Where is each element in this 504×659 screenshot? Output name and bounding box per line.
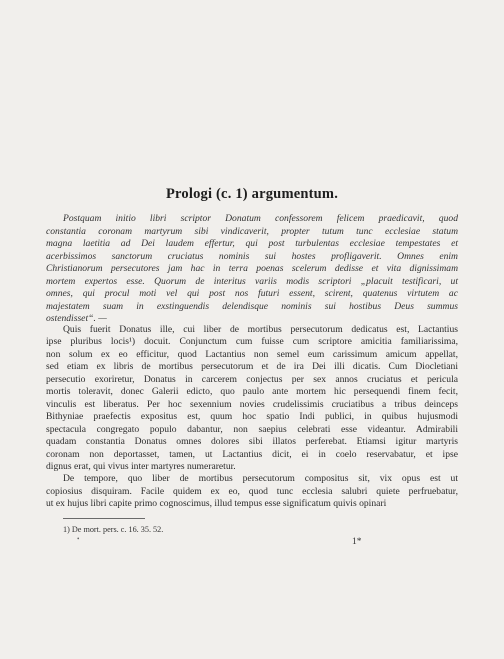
footnote: 1) De mort. pers. c. 16. 35. 52. (63, 525, 164, 534)
text-line: persecutio exoriretur, Donatus in carcerem conjectus per sex annos cruciatus et pericula (46, 373, 458, 385)
text-line: constantia coronam martyrum sibi vindicaverit, propter tutum tunc ecclesiae statum (46, 225, 458, 237)
footnote-rule (63, 518, 145, 519)
text-line: ostendisset“. — (46, 313, 107, 325)
text-line: mortis toleravit, donec Galerii edicto, quo paulo ante mortem hic persequendi finem fecit, (46, 386, 458, 398)
stray-mark: • (77, 535, 80, 543)
text-line: acerbissimos sanctorum cruciatus nominis sui hostes profligaverit. Omnes enim (46, 250, 458, 262)
text-line: majestatem suam in exstinguendis delendisque nominis sui hostibus Deus summus (46, 300, 458, 312)
text-line: Bithyniae praefectis expositus est, quum hoc spatio Indi publici, in quibus hujusmodi (46, 411, 458, 423)
text-line: copiosius disquiram. Facile quidem ex eo, quod tunc ecclesia salubri quiete perfruebatur, (46, 485, 458, 497)
text-line: omnes, qui procul moti vel qui post nos futuri essent, scirent, quatenus virtutem ac (46, 288, 458, 300)
text-line: mortem expertos esse. Quorum de interitus variis modis scriptori „placuit testificari, ut (46, 275, 458, 287)
text-line: spectacula congregato populo dabantur, non saepius celebrati esse videantur. Admirabili (46, 423, 458, 435)
text-line: coronam non deportasset, tamen, ut Lactantius dicit, ei in coelo reservabatur, et ipse (46, 448, 458, 460)
text-line: ut ex hujus libri capite primo cognoscimus, illud tempus esse significatum quivis opinari (46, 498, 387, 510)
text-line: quadam constantia Donatus omnes dolores sibi illatos perferebat. Etiamsi igitur martyris (46, 436, 458, 448)
text-line: De tempore, quo liber de mortibus persecutorum compositus sit, vix opus est ut (63, 473, 458, 485)
text-line: magna laetitia ad Dei laudem effertur, qui post turbulentas ecclesiae tempestates et (46, 238, 458, 250)
text-line: Postquam initio libri scriptor Donatum confessorem felicem praedicavit, quod (63, 213, 458, 224)
text-line: non solum ex eo efficitur, quod Lactantius non semel eum carissimum amicum appellat, (46, 348, 458, 360)
text-line: dignus erat, qui vivus inter martyres numeraretur. (46, 460, 236, 472)
text-line: sed etiam ex libris de mortibus persecutorum et de ira Dei illi dicatis. Cum Diocletiani (46, 361, 458, 373)
text-line: Christianorum persecutores jam hac in terra poenas scelerum dedisse et vita dignissimam (46, 263, 458, 275)
text-line: ipse pluribus locis¹) docuit. Conjunctum cum fuisse cum scriptore amicitia familiarissima, (46, 336, 458, 348)
page-heading: Prologi (c. 1) argumentum. (165, 186, 339, 202)
signature-mark: 1* (352, 537, 362, 547)
text-line: vinculis est liberatus. Per hoc sexennium novies crudelissimis cruciatibus a tribus deinceps (46, 398, 458, 410)
text-line: Quis fuerit Donatus ille, cui liber de mortibus persecutorum dedicatus est, Lactantius (63, 324, 458, 335)
